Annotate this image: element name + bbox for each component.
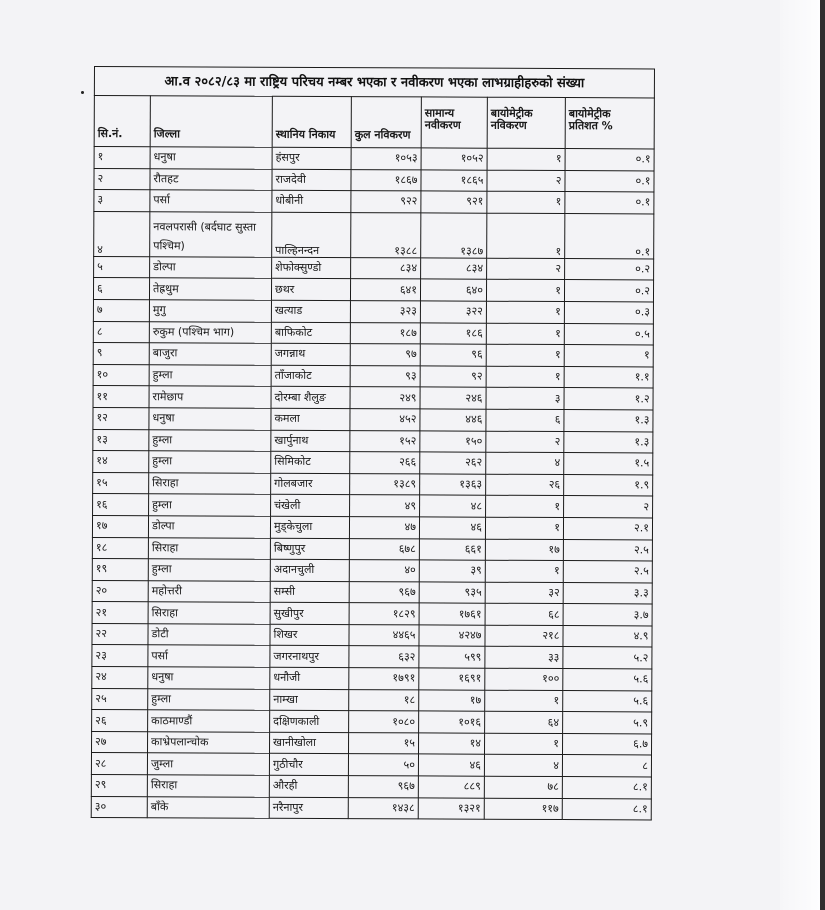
cell-total: ५० bbox=[348, 754, 418, 776]
cell-biometric: ६ bbox=[486, 409, 564, 431]
cell-total: १५ bbox=[349, 732, 419, 754]
table-row bbox=[92, 623, 652, 647]
cell-district: डोल्पा bbox=[148, 516, 270, 538]
cell-district: हुम्ला bbox=[149, 451, 271, 473]
cell-percent: १.२ bbox=[564, 388, 653, 410]
cell-total: १८ bbox=[349, 689, 419, 711]
cell-general: ४८ bbox=[420, 495, 486, 517]
header-row bbox=[94, 96, 654, 149]
table-row bbox=[92, 537, 652, 561]
cell-local-body: कमला bbox=[271, 408, 350, 430]
cell-sn: १९ bbox=[92, 559, 148, 581]
cell-biometric: ३२ bbox=[485, 582, 563, 604]
cell-district: बाँके bbox=[147, 796, 269, 818]
cell-local-body: सम्सी bbox=[270, 581, 349, 603]
cell-sn: २३ bbox=[92, 645, 148, 667]
table-row bbox=[93, 472, 653, 496]
cell-district: डोल्पा bbox=[150, 257, 272, 279]
table-row bbox=[94, 256, 654, 280]
cell-general: ४६ bbox=[418, 754, 484, 776]
cell-percent: ३.७ bbox=[563, 604, 652, 626]
cell-percent: २ bbox=[564, 496, 653, 518]
cell-district: रामेछाप bbox=[149, 386, 271, 408]
cell-local-body: औरही bbox=[269, 775, 348, 797]
cell-total: ४० bbox=[349, 560, 419, 582]
cell-general: ६४० bbox=[420, 279, 486, 301]
cell-general: ४६ bbox=[419, 517, 485, 539]
cell-percent: ५.९ bbox=[563, 712, 652, 734]
cell-percent: ०.२ bbox=[565, 258, 654, 280]
cell-sn: ५ bbox=[94, 256, 150, 278]
cell-biometric: ४ bbox=[486, 452, 564, 474]
cell-biometric: १ bbox=[485, 690, 563, 712]
cell-general: १८६५ bbox=[421, 170, 487, 192]
cell-total: १०८० bbox=[349, 711, 419, 733]
cell-general: ६६१ bbox=[419, 538, 485, 560]
cell-total: १४३८ bbox=[348, 797, 418, 819]
ink-dot bbox=[81, 91, 84, 94]
cell-general: ८८९ bbox=[418, 776, 484, 798]
cell-biometric: ४ bbox=[484, 755, 562, 777]
table-row bbox=[92, 559, 652, 583]
table-row bbox=[92, 602, 652, 626]
cell-local-body: गुठीचौर bbox=[269, 754, 348, 776]
cell-biometric: ६८ bbox=[485, 603, 563, 625]
cell-general: ४४६ bbox=[420, 409, 486, 431]
cell-sn: २ bbox=[94, 168, 150, 190]
cell-district: धनुषा bbox=[150, 147, 272, 169]
cell-district: रौतहट bbox=[150, 168, 272, 190]
cell-district: सिराहा bbox=[147, 775, 269, 797]
cell-district: रुकुम (पश्चिम भाग) bbox=[149, 321, 271, 343]
table-title: आ.व २०८२/८३ मा राष्ट्रिय परिचय नम्बर भएका र नवीकरण भएका लाभग्राहीहरुको संख्या bbox=[94, 66, 655, 97]
cell-district: हुम्ला bbox=[149, 364, 271, 386]
header-local-body: स्थानिय निकाय bbox=[272, 96, 351, 147]
cell-sn: २८ bbox=[91, 753, 147, 775]
cell-local-body: नाम्खा bbox=[270, 689, 349, 711]
cell-general: ९६ bbox=[420, 344, 486, 366]
cell-general: ९३५ bbox=[419, 582, 485, 604]
cell-general: १०१६ bbox=[419, 711, 485, 733]
cell-district: नवलपरासी (बर्दघाट सुस्ता पश्चिम) bbox=[150, 212, 272, 258]
cell-biometric: १ bbox=[487, 148, 565, 170]
cell-district: पर्सा bbox=[150, 190, 272, 212]
cell-sn: १५ bbox=[93, 472, 149, 494]
cell-percent: १.३ bbox=[564, 409, 653, 431]
cell-total: ६७८ bbox=[349, 538, 419, 560]
cell-biometric: १ bbox=[486, 496, 564, 518]
cell-general: ९२१ bbox=[421, 191, 487, 213]
cell-percent: १.१ bbox=[564, 366, 653, 388]
beneficiary-table bbox=[91, 66, 655, 821]
cell-percent: ०.१ bbox=[565, 192, 654, 214]
cell-sn: ७ bbox=[93, 299, 149, 321]
cell-local-body: धोबीनी bbox=[272, 190, 351, 212]
cell-district: पर्सा bbox=[148, 645, 270, 667]
cell-local-body: खानीखोला bbox=[270, 732, 349, 754]
cell-general: २४६ bbox=[420, 387, 486, 409]
cell-local-body: गोलबजार bbox=[271, 473, 350, 495]
cell-sn: ११ bbox=[93, 386, 149, 408]
header-biometric-text: बायोमेट्रीक नविकरण bbox=[490, 106, 533, 132]
cell-local-body: राजदेवी bbox=[272, 169, 351, 191]
cell-percent: ०.२ bbox=[564, 280, 653, 302]
cell-percent: ६.७ bbox=[562, 733, 651, 755]
cell-sn: १० bbox=[93, 364, 149, 386]
cell-biometric: ३३ bbox=[485, 647, 563, 669]
cell-district: डोटी bbox=[148, 624, 270, 646]
cell-sn: ३० bbox=[91, 796, 147, 818]
cell-total: ३२३ bbox=[350, 301, 420, 323]
cell-biometric: १ bbox=[487, 191, 565, 213]
cell-general: १५० bbox=[420, 430, 486, 452]
cell-district: महोत्तरी bbox=[148, 580, 270, 602]
cell-total: ९६७ bbox=[348, 776, 418, 798]
cell-biometric: १ bbox=[484, 733, 562, 755]
table-row bbox=[93, 451, 653, 475]
cell-general: ३९ bbox=[419, 560, 485, 582]
table-row bbox=[94, 190, 654, 214]
cell-total: १३८८ bbox=[351, 212, 421, 257]
table-row bbox=[94, 211, 654, 258]
cell-sn: ३ bbox=[94, 190, 150, 212]
header-percent bbox=[565, 98, 654, 149]
cell-sn: १४ bbox=[93, 451, 149, 473]
cell-percent: १.३ bbox=[564, 431, 653, 453]
cell-total: १५२ bbox=[350, 430, 420, 452]
cell-general: २६२ bbox=[420, 452, 486, 474]
cell-total: १७९१ bbox=[349, 668, 419, 690]
cell-percent: २.१ bbox=[563, 517, 652, 539]
cell-percent: १.९ bbox=[564, 474, 653, 496]
cell-biometric: १ bbox=[485, 517, 563, 539]
cell-total: ४९ bbox=[350, 495, 420, 517]
cell-local-body: खत्याड bbox=[271, 300, 350, 322]
cell-local-body: अदानचुली bbox=[270, 559, 349, 581]
cell-sn: २१ bbox=[92, 602, 148, 624]
header-total: कुल नविकरण bbox=[351, 97, 421, 148]
cell-biometric: १ bbox=[485, 560, 563, 582]
cell-biometric: १ bbox=[486, 323, 564, 345]
cell-sn: ८ bbox=[93, 321, 149, 343]
cell-general: १७६१ bbox=[419, 603, 485, 625]
cell-general: १०५२ bbox=[421, 148, 487, 170]
cell-general: ४२४७ bbox=[419, 625, 485, 647]
cell-general: ३२२ bbox=[420, 301, 486, 323]
table-row bbox=[91, 775, 651, 799]
cell-sn: १६ bbox=[93, 494, 149, 516]
cell-local-body: नरैनापुर bbox=[269, 797, 348, 819]
header-biometric bbox=[487, 97, 565, 148]
table-row bbox=[92, 667, 652, 691]
cell-percent: ०.१ bbox=[565, 149, 654, 171]
cell-sn: ६ bbox=[93, 278, 149, 300]
cell-biometric: २ bbox=[486, 431, 564, 453]
header-district: जिल्ला bbox=[150, 96, 272, 148]
cell-sn: २६ bbox=[92, 710, 148, 732]
cell-district: सिराहा bbox=[149, 472, 271, 494]
table-row bbox=[93, 364, 653, 388]
cell-local-body: दोरम्बा शैलुङ bbox=[271, 387, 350, 409]
table-row bbox=[94, 147, 654, 171]
cell-total: ९६७ bbox=[349, 581, 419, 603]
cell-sn: २० bbox=[92, 580, 148, 602]
cell-biometric: १ bbox=[486, 366, 564, 388]
cell-local-body: मुड्केचुला bbox=[270, 516, 349, 538]
table-body bbox=[91, 147, 654, 821]
cell-total: ९७ bbox=[350, 344, 420, 366]
cell-local-body: ताँजाकोट bbox=[271, 365, 350, 387]
cell-total: १८६७ bbox=[351, 169, 421, 191]
cell-district: धनुषा bbox=[149, 408, 271, 430]
cell-percent: १.५ bbox=[564, 453, 653, 475]
table-row bbox=[93, 386, 653, 410]
cell-biometric: २ bbox=[487, 258, 565, 280]
cell-biometric: १ bbox=[486, 280, 564, 302]
cell-total: ९३ bbox=[350, 365, 420, 387]
cell-general: ५९९ bbox=[419, 646, 485, 668]
cell-sn: १ bbox=[94, 147, 150, 169]
cell-percent: ५.६ bbox=[563, 690, 652, 712]
cell-local-body: बाफिकोट bbox=[271, 322, 350, 344]
cell-sn: २४ bbox=[92, 667, 148, 689]
cell-biometric: १ bbox=[486, 344, 564, 366]
cell-general: १३२१ bbox=[418, 798, 484, 820]
cell-district: हुम्ला bbox=[149, 429, 271, 451]
table-row bbox=[93, 429, 653, 453]
cell-total: १०५३ bbox=[351, 148, 421, 170]
header-percent-text: बायोमेट्रीक प्रतिशत % bbox=[568, 106, 613, 133]
cell-local-body: खार्पुनाथ bbox=[271, 430, 350, 452]
table-row bbox=[93, 321, 653, 345]
cell-percent: ८.१ bbox=[562, 798, 651, 820]
cell-local-body: दक्षिणकाली bbox=[270, 711, 349, 733]
cell-sn: २७ bbox=[92, 731, 148, 753]
cell-local-body: धनौजी bbox=[270, 667, 349, 689]
cell-total: १८७ bbox=[350, 322, 420, 344]
cell-biometric: २६ bbox=[486, 474, 564, 496]
cell-district: काभ्रेपलान्चोक bbox=[148, 732, 270, 754]
header-general-text: सामान्य नवीकरण bbox=[424, 106, 461, 132]
table-row bbox=[93, 299, 653, 323]
cell-local-body: जगरनाथपुर bbox=[270, 646, 349, 668]
cell-local-body: पाल्हिनन्दन bbox=[272, 212, 351, 257]
cell-district: हुम्ला bbox=[148, 559, 270, 581]
header-general bbox=[421, 97, 487, 148]
cell-district: सिराहा bbox=[148, 537, 270, 559]
cell-biometric: १ bbox=[486, 301, 564, 323]
cell-total: २४९ bbox=[350, 387, 420, 409]
cell-general: १७ bbox=[419, 690, 485, 712]
cell-general: ८३४ bbox=[421, 258, 487, 280]
table-row bbox=[94, 168, 654, 192]
cell-local-body: सिमिकोट bbox=[271, 451, 350, 473]
cell-local-body: शेफोक्सुण्डो bbox=[272, 257, 351, 279]
cell-total: ६३२ bbox=[349, 646, 419, 668]
cell-district: हुम्ला bbox=[148, 688, 270, 710]
cell-biometric: २१८ bbox=[485, 625, 563, 647]
cell-total: ८३४ bbox=[351, 257, 421, 279]
cell-sn: ४ bbox=[94, 211, 150, 256]
table-row bbox=[92, 645, 652, 669]
cell-sn: ९ bbox=[93, 343, 149, 365]
cell-biometric: ११७ bbox=[484, 798, 562, 820]
cell-local-body: शिखर bbox=[270, 624, 349, 646]
table-row bbox=[91, 753, 651, 777]
cell-general: १३६३ bbox=[420, 474, 486, 496]
cell-district: धनुषा bbox=[148, 667, 270, 689]
cell-district: तेह्रथुम bbox=[149, 278, 271, 300]
cell-percent: १ bbox=[564, 345, 653, 367]
cell-local-body: सुखीपुर bbox=[270, 603, 349, 625]
cell-sn: १२ bbox=[93, 407, 149, 429]
cell-general: ९२ bbox=[420, 366, 486, 388]
cell-local-body: जगन्नाथ bbox=[271, 343, 350, 365]
cell-percent: ०.१ bbox=[565, 170, 654, 192]
table-row bbox=[93, 278, 653, 302]
background-strip bbox=[820, 0, 825, 910]
cell-total: ९२२ bbox=[351, 191, 421, 213]
table-row bbox=[92, 710, 652, 734]
cell-general: १३८७ bbox=[421, 213, 487, 258]
cell-sn: १८ bbox=[92, 537, 148, 559]
cell-sn: २२ bbox=[92, 623, 148, 645]
cell-district: हुम्ला bbox=[149, 494, 271, 516]
cell-sn: २९ bbox=[91, 775, 147, 797]
cell-local-body: बिष्णुपुर bbox=[270, 538, 349, 560]
document-table-wrapper bbox=[91, 66, 654, 821]
table-row bbox=[92, 688, 652, 712]
cell-biometric: १७ bbox=[485, 539, 563, 561]
cell-local-body: हंसपुर bbox=[272, 147, 351, 169]
table-row bbox=[92, 515, 652, 539]
cell-percent: ८ bbox=[562, 755, 651, 777]
cell-biometric: ३ bbox=[486, 388, 564, 410]
cell-total: ४४६५ bbox=[349, 624, 419, 646]
cell-percent: ०.१ bbox=[565, 213, 654, 258]
cell-percent: ३.३ bbox=[563, 582, 652, 604]
cell-biometric: ७८ bbox=[484, 776, 562, 798]
cell-total: १८२९ bbox=[349, 603, 419, 625]
cell-local-body: चंखेली bbox=[271, 495, 350, 517]
cell-district: मुगु bbox=[149, 300, 271, 322]
cell-total: १३८९ bbox=[350, 473, 420, 495]
header-sn: सि.नं. bbox=[94, 96, 150, 147]
cell-total: ४५२ bbox=[350, 409, 420, 431]
cell-percent: २.५ bbox=[563, 561, 652, 583]
cell-percent: ५.६ bbox=[563, 669, 652, 691]
cell-sn: १३ bbox=[93, 429, 149, 451]
cell-sn: २५ bbox=[92, 688, 148, 710]
cell-general: १४ bbox=[418, 733, 484, 755]
cell-percent: २.५ bbox=[563, 539, 652, 561]
cell-district: बाजुरा bbox=[149, 343, 271, 365]
cell-biometric: १०० bbox=[485, 668, 563, 690]
cell-total: ६४१ bbox=[350, 279, 420, 301]
cell-general: १६९१ bbox=[419, 668, 485, 690]
cell-sn: १७ bbox=[92, 515, 148, 537]
cell-percent: ८.१ bbox=[562, 777, 651, 799]
table-row bbox=[92, 580, 652, 604]
table-row bbox=[93, 343, 653, 367]
cell-local-body: छथर bbox=[271, 279, 350, 301]
paper-edge bbox=[780, 0, 820, 910]
cell-percent: ४.९ bbox=[563, 625, 652, 647]
cell-biometric: २ bbox=[487, 170, 565, 192]
cell-general: १८६ bbox=[420, 322, 486, 344]
cell-district: सिराहा bbox=[148, 602, 270, 624]
cell-percent: ५.२ bbox=[563, 647, 652, 669]
cell-percent: ०.५ bbox=[564, 323, 653, 345]
cell-biometric: १ bbox=[487, 213, 565, 258]
table-row bbox=[91, 796, 651, 820]
table-row bbox=[92, 731, 652, 755]
cell-total: ४७ bbox=[349, 517, 419, 539]
cell-biometric: ६४ bbox=[485, 711, 563, 733]
cell-district: काठमाण्डौं bbox=[148, 710, 270, 732]
cell-total: २६६ bbox=[350, 452, 420, 474]
cell-percent: ०.३ bbox=[564, 302, 653, 324]
table-row bbox=[93, 494, 653, 518]
cell-district: जुम्ला bbox=[147, 753, 269, 775]
table-row bbox=[93, 407, 653, 431]
